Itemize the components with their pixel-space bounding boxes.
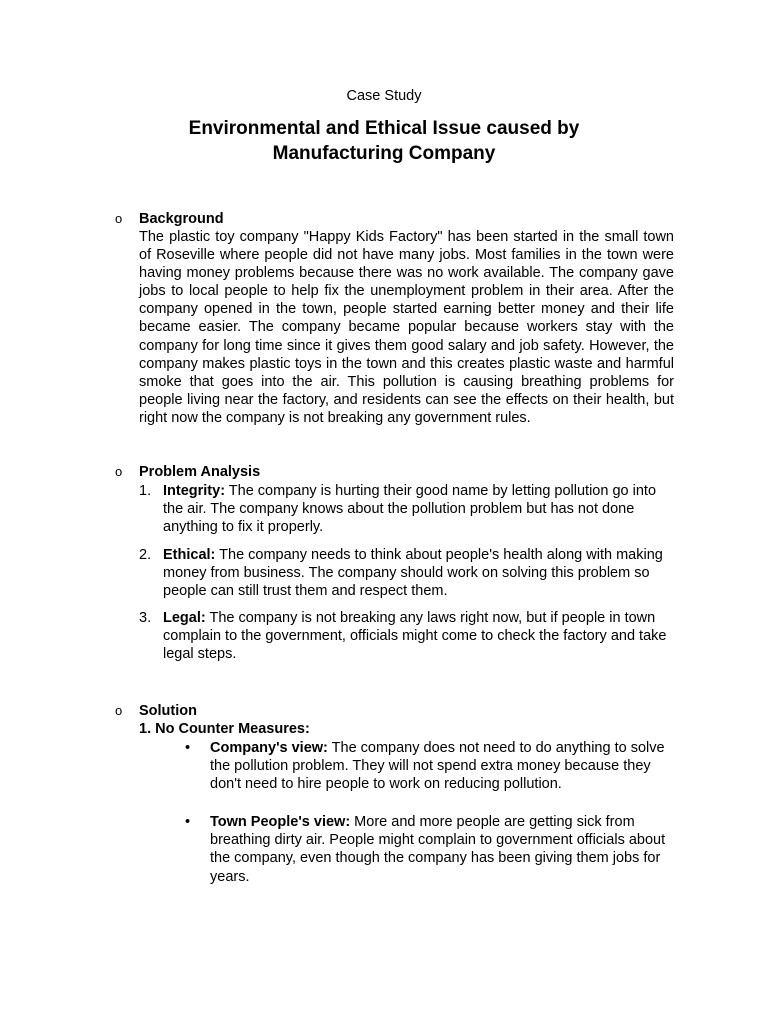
item-body: The company is hurting their good name by letting pollution go into the air. The company knows about the pollution problem but has not done anything to fix it properly.	[163, 483, 657, 536]
bullet-dot-icon: •	[185, 740, 191, 756]
item-number: 1.	[139, 483, 152, 499]
bullet-label: Company's view:	[210, 740, 328, 756]
bullet-body: The company does not need to do anything to solve the pollution problem. They will not spend extra money because they don't need to hire people to work on reducing pollution.	[210, 740, 665, 793]
problem-analysis-heading: Problem Analysis	[139, 464, 261, 480]
item-text	[163, 482, 679, 537]
item-number: 2.	[139, 547, 152, 563]
item-number: 3.	[139, 610, 152, 626]
document-subtitle: Case Study	[346, 88, 422, 104]
document-title	[0, 116, 768, 166]
circle-bullet-icon: o	[115, 464, 123, 479]
title-line-1: Environmental and Ethical Issue caused by	[188, 118, 580, 139]
item-body: The company is not breaking any laws right now, but if people in town complain to the government, officials might come to check the factory and take legal steps.	[163, 610, 667, 663]
circle-bullet-icon: o	[115, 211, 123, 226]
item-label: Integrity:	[163, 483, 226, 499]
bullet-dot-icon: •	[185, 814, 191, 830]
item-text	[163, 546, 679, 601]
item-label: Ethical:	[163, 547, 216, 563]
background-heading: Background	[139, 211, 224, 227]
no-counter-measures-heading: 1. No Counter Measures:	[139, 721, 310, 737]
solution-heading: Solution	[139, 703, 197, 719]
bullet-text	[210, 813, 675, 886]
background-paragraph: The plastic toy company "Happy Kids Factory" has been started in the small town of Roseville where people did not have many jobs. Most families in the town were having money problems because there was no work available. The company gave jobs to local people to help fix the unemployment problem in their area. After the company opened in the town, people started earning better money and their life became easier. The company became popular because workers stay with the company for long time since it gives them good salary and job safety. However, the company makes plastic toys in the town and this creates plastic waste and harmful smoke that goes into the air. This pollution is causing breathing problems for people living near the factory, and residents can see the effects on their health, but right now the company is not breaking any government rules.	[139, 229, 674, 426]
item-body: The company needs to think about people's health along with making money from business. The company should work on solving this problem so people can still trust them and respect them.	[163, 547, 663, 600]
bullet-label: Town People's view:	[210, 814, 351, 830]
circle-bullet-icon: o	[115, 703, 123, 718]
bullet-body: More and more people are getting sick from breathing dirty air. People might complain to government officials about the company, even though the company has been giving them jobs for years.	[210, 814, 666, 885]
item-label: Legal:	[163, 610, 206, 626]
item-text	[163, 609, 679, 664]
bullet-text	[210, 739, 675, 794]
title-line-2: Manufacturing Company	[272, 143, 496, 164]
